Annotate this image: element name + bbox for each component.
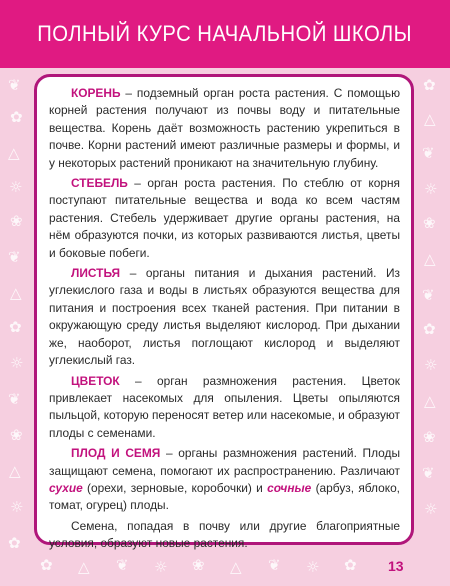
content-card [34,74,414,551]
sun-icon: ☼ [306,558,320,576]
term-dry: сухие [49,480,83,495]
triangle-icon: △ [10,284,22,302]
flower-icon: ✿ [9,318,22,336]
flower-icon: ✿ [10,108,23,126]
paragraph-seeds [49,518,400,553]
term-stem: СТЕБЕЛЬ [71,176,128,191]
sun-icon: ☼ [424,180,438,198]
triangle-icon: △ [78,558,90,576]
flower-icon: ✿ [423,320,436,338]
triangle-icon: △ [424,392,436,410]
page-number: 13 [388,558,404,574]
paragraph-flower [49,373,400,443]
term-fruit-seed: ПЛОД И СЕМЯ [71,446,161,461]
term-juicy: сочные [267,480,312,495]
paragraph-text: – орган размножения растения. Цветок привлекает насекомых для опыления. Цветы опыляются пыльцой, которую переносят ветер или насекомые, и образуют плоды с семенами. [49,373,400,440]
leaf-icon: ❦ [422,464,435,482]
leaf-icon: ❦ [116,556,129,574]
triangle-icon: △ [230,558,242,576]
sun-icon: ☼ [10,498,24,516]
leaf-icon: ❦ [268,556,281,574]
page-title: ПОЛНЫЙ КУРС НАЧАЛЬНОЙ ШКОЛЫ [37,21,413,46]
flower-icon: ❀ [10,212,23,230]
sun-icon: ☼ [10,354,24,372]
leaf-icon: ❦ [8,76,21,94]
paragraph-text: – орган роста растения. По стеблю от корня поступают питательные вещества и вода ко всем частям растения. Стебель удерживает другие органы растения, на нём образуются почки, из которых развиваются листья, цветы и боковые побеги. [49,176,400,260]
flower-icon: ❀ [423,214,436,232]
leaf-icon: ❦ [422,286,435,304]
page-header [0,0,450,68]
triangle-icon: △ [424,110,436,128]
sun-icon: ☼ [154,558,168,576]
sun-icon: ☼ [424,356,438,374]
term-leaves: ЛИСТЬЯ [71,266,121,281]
triangle-icon: △ [424,250,436,268]
paragraph-text: – органы размножения растений. Плоды защищают семена, помогают их распространению. Различают [49,446,400,478]
flower-icon: ✿ [344,556,357,574]
paragraph-text: (арбуз, яблоко, томат, огурец) плоды. [49,480,400,513]
flower-icon: ❀ [10,426,23,444]
paragraph-stem [49,175,400,262]
paragraph-text: – подземный орган роста растения. С помощью корней растения получают из почвы воду и питательные вещества. Корень даёт возможность растению укрепиться в почве. Корни растений имеют различные размеры и формы, и у некоторых растений проникают на значительную глубину. [49,86,400,170]
leaf-icon: ❦ [8,390,21,408]
flower-icon: ❀ [192,556,205,574]
term-root: КОРЕНЬ [71,86,121,100]
sun-icon: ☼ [424,500,438,518]
flower-icon: ✿ [8,534,21,552]
paragraph-text: Семена, попадая в почву или другие благоприятные условия, образуют новые растения. [49,518,400,551]
triangle-icon: △ [9,462,21,480]
leaf-icon: ❦ [8,248,21,266]
triangle-icon: △ [8,144,20,162]
flower-icon: ✿ [40,556,53,574]
paragraph-fruit-seed [49,445,400,515]
paragraph-root [49,85,400,172]
paragraph-text: – органы питания и дыхания растений. Из углекислого газа и воды в листьях образуются вещества для питания и построения всех тканей растения. При питании в окружающую среду листья выделяют кислород. При дыхании же, наоборот, листья поглощают кислород и выделяют углекислый газ. [49,266,400,368]
paragraph-leaves [49,265,400,369]
flower-icon: ✿ [423,76,436,94]
flower-icon: ❀ [423,428,436,446]
leaf-icon: ❦ [422,144,435,162]
sun-icon: ☼ [9,178,23,196]
paragraph-text: (орехи, зерновые, коробочки) и [82,480,268,495]
term-flower: ЦВЕТОК [71,373,120,388]
